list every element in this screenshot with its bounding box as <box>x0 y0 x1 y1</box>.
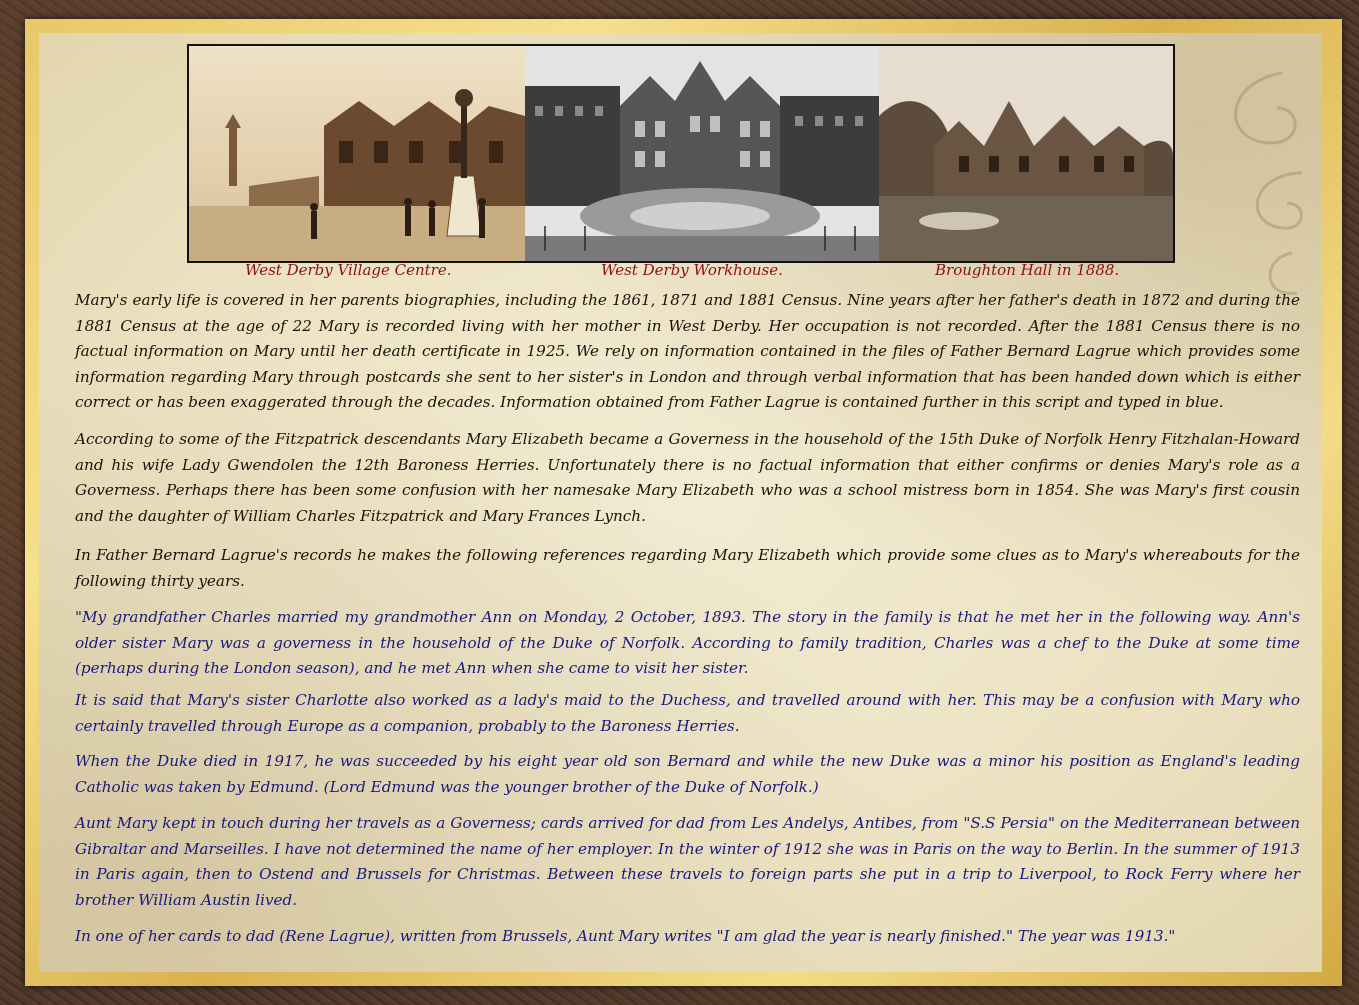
paragraph-lagrue-records: In Father Bernard Lagrue's records he makes the following references regarding Mary Elizabeth which provide some clues as to Mary's whereabouts for the following thirty years. <box>75 546 1300 590</box>
caption-broughton-hall: Broughton Hall in 1888. <box>935 261 1120 279</box>
quote-grandfather-charles: "My grandfather Charles married my grandmother Ann on Monday, 2 October, 1893. The story in the family is that he met her in the following way. Ann's older sister Mary was a governess in the household of the Duke of Norfolk. According to family tradition, Charles was a chef to the Duke at some time (perhaps during the London season), and he met Ann when she came to visit her sister. <box>75 608 1300 677</box>
parchment-page <box>39 33 1322 972</box>
photo-strip <box>187 44 1175 263</box>
quote-aunt-mary-travels: Aunt Mary kept in touch during her travels as a Governess; cards arrived for dad from Les Andelys, Antibes, from "S.S Persia" on the Mediterranean between Gibraltar and Marseilles. I have not determined the name of her employer. In the winter of 1912 she was in Paris on the way to Berlin. In the summer of 1913 in Paris again, then to Ostend and Brussels for Christmas. Between these travels to foreign parts she put in a trip to Liverpool, to Rock Ferry where her brother William Austin lived. <box>75 814 1300 909</box>
caption-village-centre: West Derby Village Centre. <box>245 261 452 279</box>
caption-workhouse: West Derby Workhouse. <box>601 261 783 279</box>
quote-duke-death: When the Duke died in 1917, he was succeeded by his eight year old son Bernard and while the new Duke was a minor his position as England's leading Catholic was taken by Edmund. (Lord Edmund was the younger brother of the Duke of Norfolk.) <box>75 752 1300 796</box>
paragraph-early-life: Mary's early life is covered in her parents biographies, including the 1861, 1871 and 1881 Census. Nine years after her father's death in 1872 and during the 1881 Census at the age of 22 Mary is recorded living with her mother in West Derby. Her occupation is not recorded. After the 1881 Census there is no factual information on Mary until her death certificate in 1925. We rely on information contained in the files of Father Bernard Lagrue which provides some information regarding Mary through postcards she sent to her sister's in London and through verbal information that has been handed down which is either correct or has been exaggerated through the decades. Information obtained from Father Lagrue is contained further in this script and typed in blue. <box>75 291 1300 411</box>
workhouse-photo <box>525 46 879 261</box>
broughton-hall-photo <box>879 46 1173 261</box>
quote-brussels-card: In one of her cards to dad (Rene Lagrue), written from Brussels, Aunt Mary writes "I am glad the year is nearly finished." The year was 1913." <box>75 927 1176 945</box>
scroll-ornament-icon <box>1162 53 1312 313</box>
quote-sister-charlotte: It is said that Mary's sister Charlotte also worked as a lady's maid to the Duchess, and travelled around with her. This may be a confusion with Mary who certainly travelled through Europe as a companion, probably to the Baroness Herries. <box>75 691 1300 735</box>
village-centre-photo <box>189 46 525 261</box>
photo-captions <box>187 261 1171 283</box>
paragraph-governess: According to some of the Fitzpatrick descendants Mary Elizabeth became a Governess in the household of the 15th Duke of Norfolk Henry Fitzhalan-Howard and his wife Lady Gwendolen the 12th Baroness Herries. Unfortunately there is no factual information that either confirms or denies Mary's role as a Governess. Perhaps there has been some confusion with her namesake Mary Elizabeth who was a school mistress born in 1854. She was Mary's first cousin and the daughter of William Charles Fitzpatrick and Mary Frances Lynch. <box>75 430 1300 525</box>
